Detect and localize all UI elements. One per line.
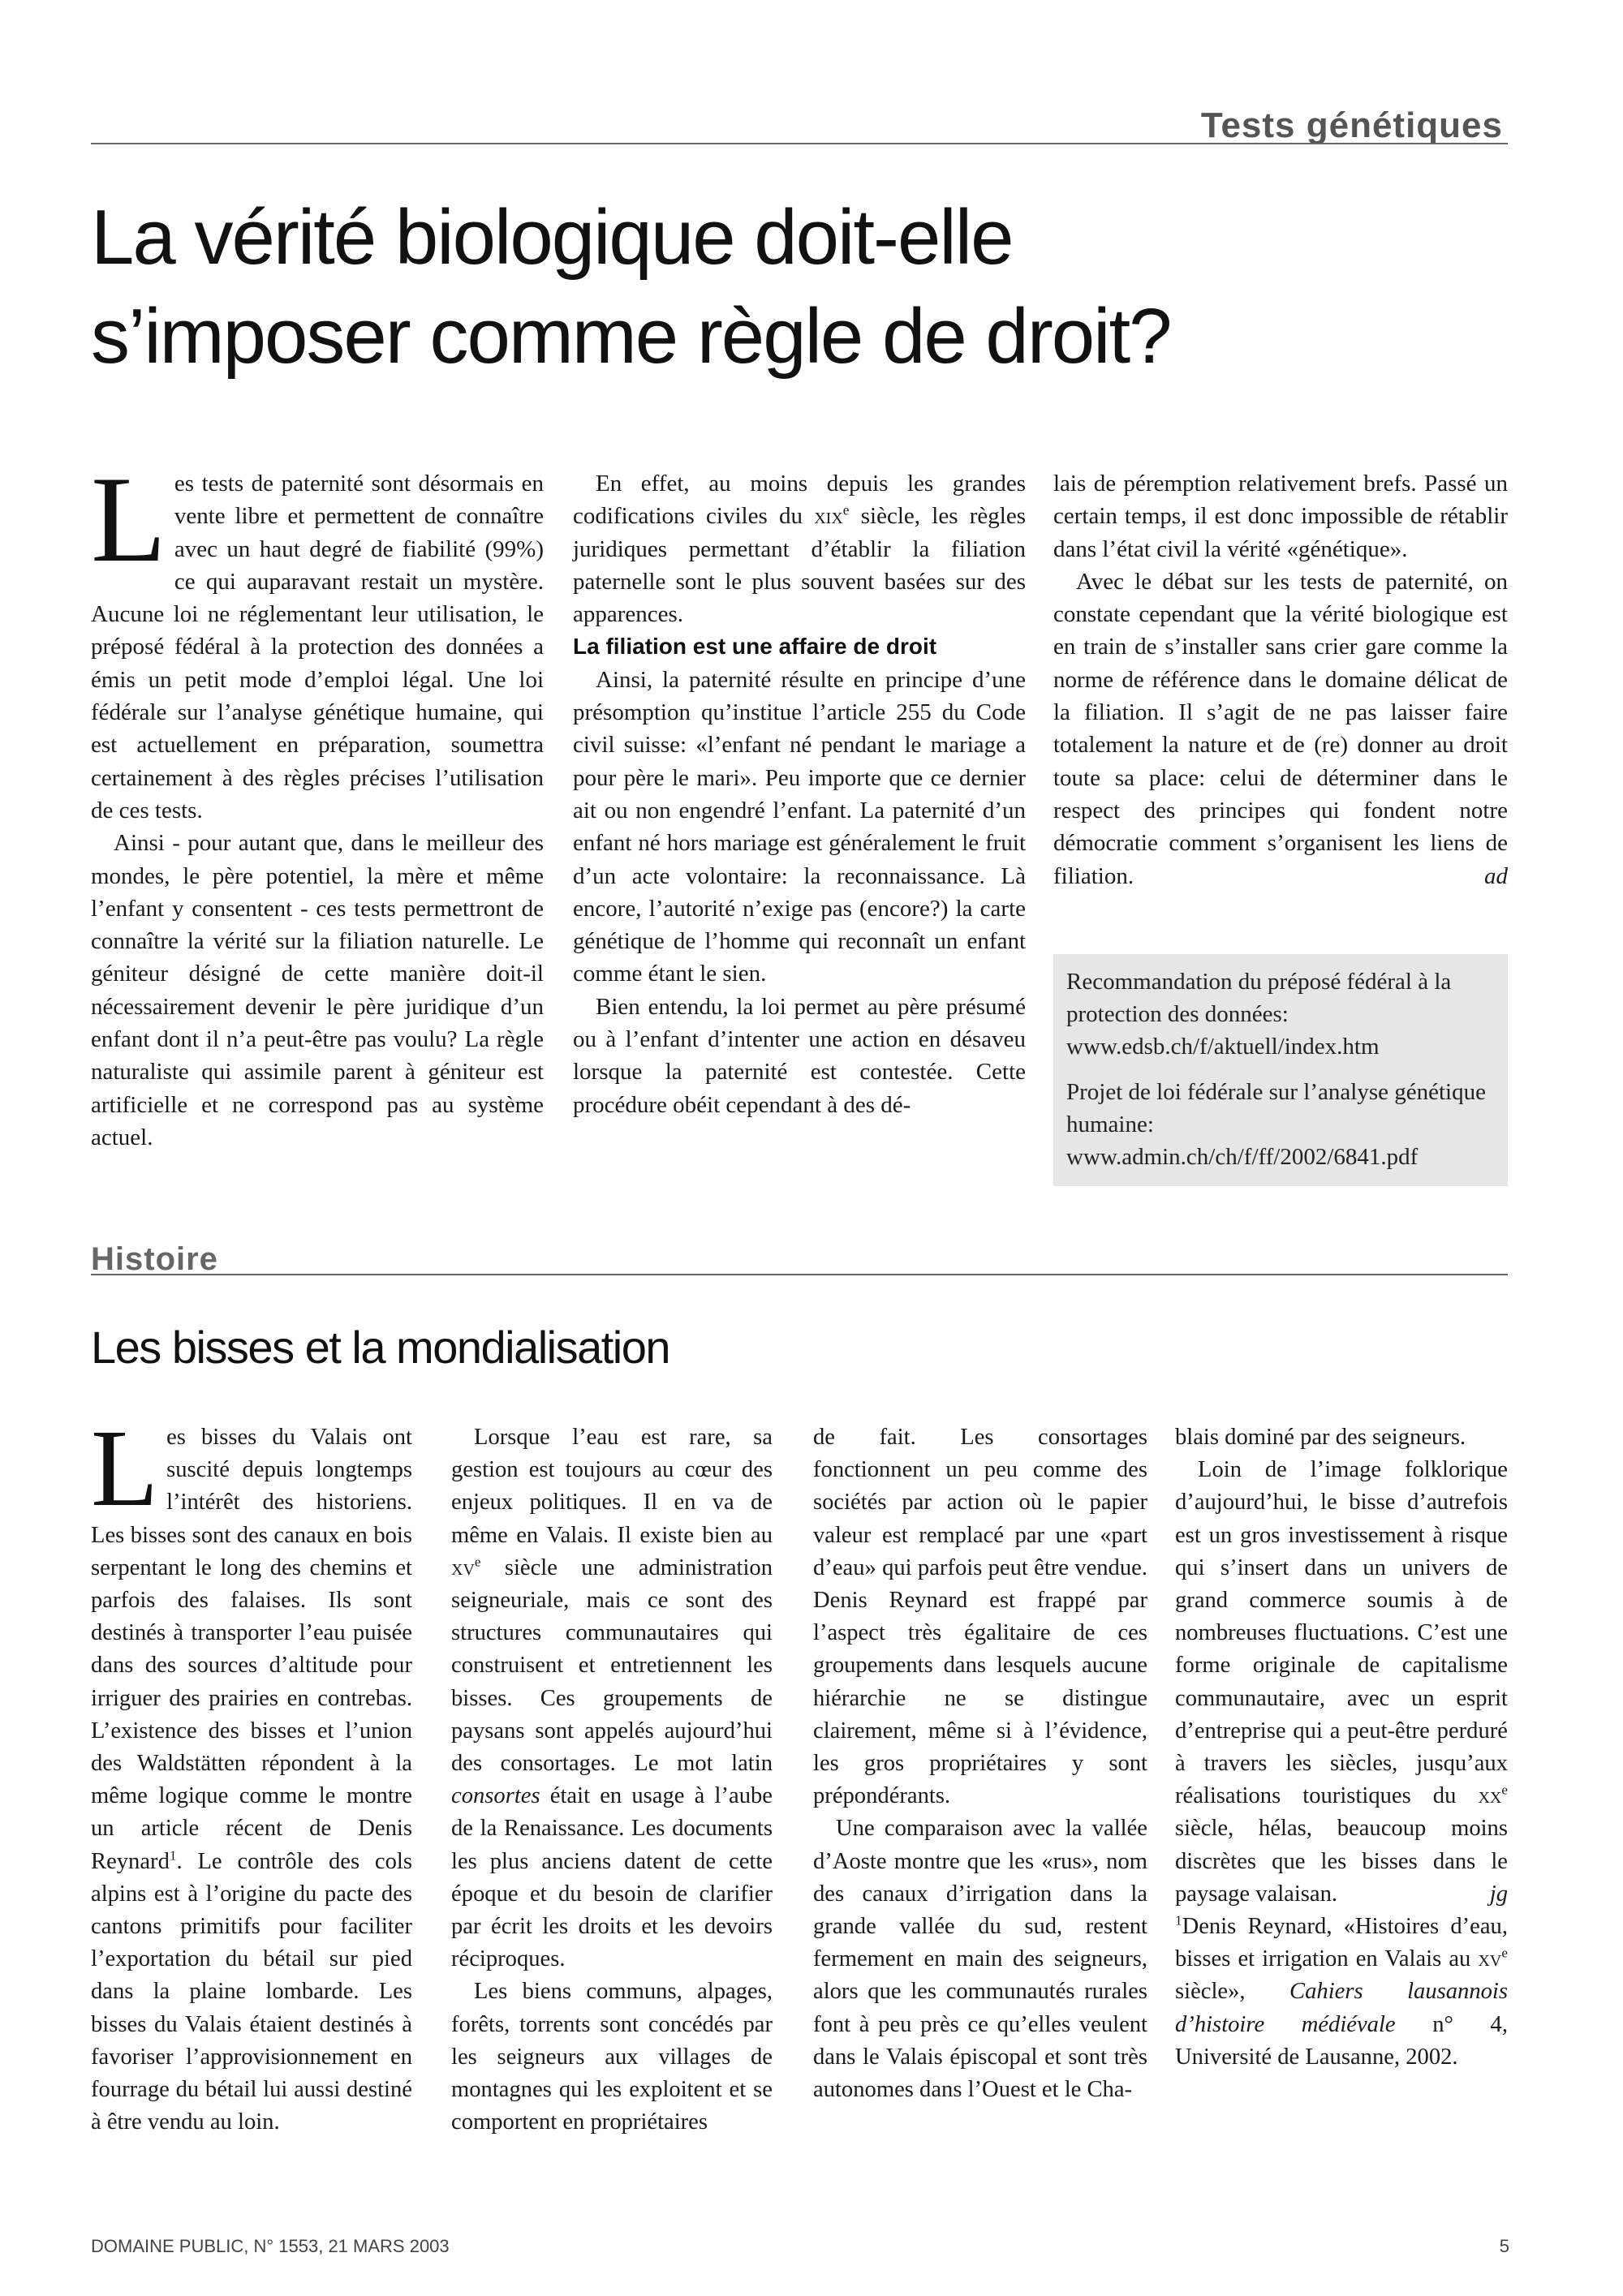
article1-column-3 bbox=[1053, 467, 1508, 892]
article1-column-2 bbox=[573, 467, 1026, 1121]
author-signature: jg bbox=[1489, 1881, 1508, 1907]
dropcap: L bbox=[91, 451, 166, 587]
article1-column-1 bbox=[91, 451, 544, 1154]
article2-column-2 bbox=[451, 1421, 773, 2139]
paragraph: Ainsi, la paternité résulte en principe d’une présomption qu’institue l’article 255 du Code civil suisse: «l’enfant né pendant le mariage a pour père le mari». Peu importe que ce dernier ait ou non engendré l’enfant. La paternité d’un enfant né hors mariage est généralement le fruit d’un acte volontaire: la reconnaissance. Là encore, l’autorité n’exige pas (encore?) la carte génétique de l’homme qui reconnaît un enfant comme étant le sien. bbox=[573, 666, 1026, 987]
paragraph: Lorsque l’eau est rare, sa gestion est toujours au cœur des enjeux politiques. Il en va de même en Valais. Il existe bien au $xv^e$ siècle une administration seigneuriale, mais ce sont des structures communautaires qui construisent et entretiennent les bisses. Ces groupements de paysans sont appelés aujourd’hui des consortages. Le mot latin consortes était en usage à l’aube de la Renaissance. Les documents les plus anciens datent de cette époque et du besoin de clarifier par écrit les droits et les devoirs réciproques. bbox=[451, 1425, 773, 1972]
paragraph: Ainsi - pour autant que, dans le meilleur des mondes, le père potentiel, la mère et même l’enfant y consentent - ces tests permettront de connaître la vérité sur la filiation naturelle. Le géniteur désigné de cette manière doit-il nécessairement devenir le père juridique d’un enfant dont il n’a peut-être pas voulu? La règle naturaliste qui assimile parent à géniteur est artificielle et ne correspond pas au système actuel. bbox=[91, 830, 544, 1150]
paragraph: Bien entendu, la loi permet au père présumé ou à l’enfant d’intenter une action en désaveu lorsque la paternité est contestée. Cette procédure obéit cependant à des dé- bbox=[573, 993, 1026, 1118]
section-rubric-tests-genetiques: Tests génétiques bbox=[1200, 105, 1503, 145]
footnote: $^1$Denis Reynard, «Histoires d’eau, bisses et irrigation en Valais au $xv^e$ siècle», Cahiers lausannois d’histoire médiévale n° 4, Université de Lausanne, 2002. bbox=[1175, 1912, 1508, 2070]
paragraph: En effet, au moins depuis les grandes codifications civiles du xix$^e$ siècle, les règles juridiques permettant d’établir la filiation paternelle sont le plus souvent basées sur des apparences. bbox=[573, 471, 1026, 628]
page-number: 5 bbox=[1499, 2236, 1509, 2256]
section-rubric-histoire: Histoire bbox=[91, 1241, 218, 1277]
reference-item: Recommandation du préposé fédéral à la protection des données: www.edsb.ch/f/aktuell/index.htm bbox=[1066, 969, 1452, 1060]
dropcap: L bbox=[91, 1408, 159, 1529]
paragraph: de fait. Les consortages fonctionnent un peu comme des sociétés par action où le papier valeur est remplacé par une «part d’eau» qui parfois peut être vendue. Denis Reynard est frappé par l’aspect très égalitaire de ces groupements dans lesquels aucune hiérarchie ne se distingue clairement, même si à l’évidence, les gros propriétaires y sont prépondérants. bbox=[813, 1425, 1147, 1809]
section-rule-top bbox=[91, 143, 1508, 144]
article2-column-4 bbox=[1175, 1421, 1508, 2074]
paragraph: es bisses du Valais ont suscité depuis longtemps l’intérêt des historiens. Les bisses sont des canaux en bois serpentant le long des chemins et parfois des falaises. Ils sont destinés à transporter l’eau puisée dans des sources d’altitude pour irriguer des prairies en contrebas. L’existence des bisses et l’union des Waldstätten répondent à la même logique comme le montre un article récent de Denis Reynard$^1$. Le contrôle des cols alpins est à l’origine du pacte des cantons primitifs pour faciliter l’exportation du bétail sur pied dans la plaine lombarde. Les bisses du Valais étaient destinés à favoriser l’approvisionnement en fourrage du bétail lui aussi destiné à être vendu au loin. bbox=[91, 1425, 412, 2135]
paragraph: Une comparaison avec la vallée d’Aoste montre que les «rus», nom des canaux d’irrigation dans la grande vallée du sud, restent fermement en main des seigneurs, alors que les communautés rurales font à peu près ce qu’elles veulent dans le Valais épiscopal et sont très autonomes dans l’Ouest et le Cha- bbox=[813, 1816, 1147, 2103]
article2-column-1 bbox=[91, 1408, 412, 2139]
paragraph: Avec le débat sur les tests de paternité, on constate cependant que la vérité biologique est en train de s’installer sans crier gare comme la norme de référence dans le domaine délicat de la filiation. Il s’agit de ne pas laisser faire totalement la nature et de (re) donner au droit toute sa place: celui de déterminer dans le respect des principes qui fondent notre démocratie comment s’organisent les liens de filiation. ad bbox=[1053, 565, 1508, 892]
section-rule-middle bbox=[91, 1274, 1508, 1275]
paragraph: lais de péremption relativement brefs. Passé un certain temps, il est donc impossible de rétablir dans l’état civil la vérité «génétique». bbox=[1053, 471, 1508, 562]
paragraph: blais dominé par des seigneurs. bbox=[1175, 1425, 1466, 1450]
paragraph: es tests de paternité sont désormais en vente libre et permettent de connaître avec un haut degré de fiabilité (99%) ce qui auparavant restait un mystère. Aucune loi ne réglementant leur utilisation, le préposé fédéral à la protection des données a émis un petit mode d’emploi légal. Une loi fédérale sur l’analyse génétique humaine, qui est actuellement en préparation, soumettra certainement à des règles précises l’utilisation de ces tests. bbox=[91, 471, 544, 823]
publication-footer: DOMAINE PUBLIC, N° 1553, 21 MARS 2003 bbox=[91, 2236, 450, 2256]
article-title-2: Les bisses et la mondialisation bbox=[91, 1322, 670, 1373]
reference-link[interactable]: www.edsb.ch/f/aktuell/index.htm bbox=[1066, 1034, 1380, 1060]
reference-item: Projet de loi fédérale sur l’analyse génétique humaine: www.admin.ch/ch/f/ff/2002/6841.pdf bbox=[1066, 1079, 1486, 1170]
footnote-ref: 1 bbox=[169, 1847, 177, 1864]
article2-column-3 bbox=[813, 1421, 1147, 2106]
reference-link[interactable]: www.admin.ch/ch/f/ff/2002/6841.pdf bbox=[1066, 1144, 1419, 1170]
title-line-2: s’imposer comme règle de droit? bbox=[91, 293, 1171, 380]
author-signature: ad bbox=[1484, 862, 1508, 889]
reference-box bbox=[1053, 954, 1508, 1186]
paragraph: Loin de l’image folklorique d’aujourd’hui, le bisse d’autrefois est un gros investissement à risque qui s’insert dans un univers de grand commerce soumis à de nombreuses fluctuations. C’est une forme originale de capitalisme communautaire, avec un esprit d’entreprise qui a peut-être perduré à travers les siècles, jusqu’aux réalisations touristiques du $xx^e$ siècle, hélas, beaucoup moins discrètes que les bisses dans le paysage valaisan. jg bbox=[1175, 1454, 1508, 1911]
paragraph: Les biens communs, alpages, forêts, torrents sont concédés par les seigneurs aux villages de montagnes qui les exploitent et se comportent en propriétaires bbox=[451, 1979, 773, 2135]
subheading: La filiation est une affaire de droit bbox=[573, 634, 937, 660]
title-line-1: La vérité biologique doit-elle bbox=[91, 194, 1013, 281]
article-title-1 bbox=[91, 188, 1503, 386]
